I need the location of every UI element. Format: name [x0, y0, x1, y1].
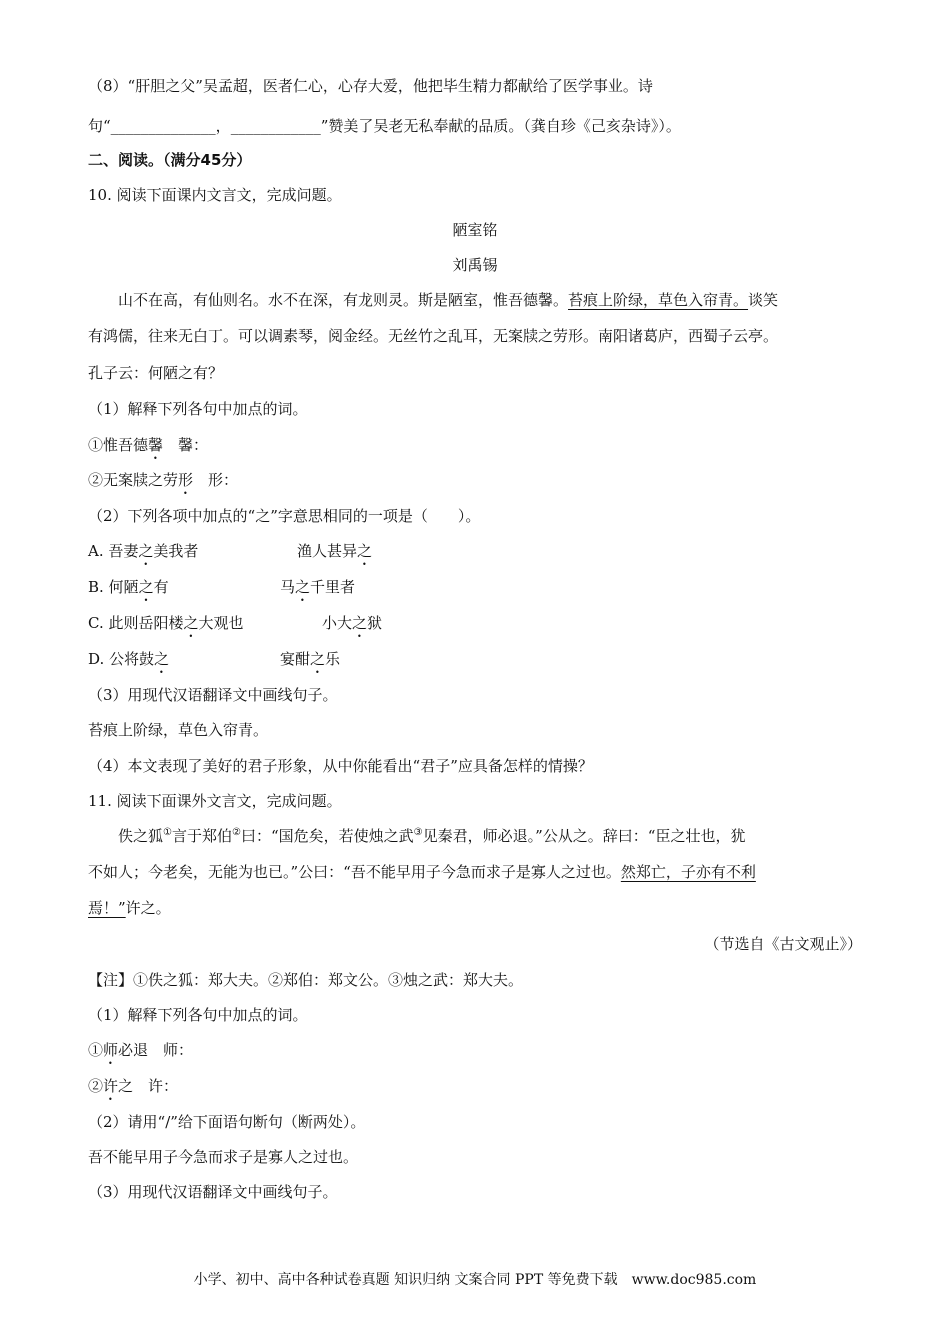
answer-blank-2[interactable]: ____________	[230, 117, 321, 135]
section-title-reading: 二、阅读。（满分45分）	[88, 151, 252, 169]
q10-sub4: （4）本文表现了美好的君子形象，从中你能看出“君子”应具备怎样的情操？	[88, 757, 593, 775]
q10-sub1-item1: ①惟吾德馨 馨：	[88, 436, 209, 454]
q11-intro: 11. 阅读下面课外文言文，完成问题。	[88, 792, 342, 810]
option-b-compare: 马之千里者	[280, 578, 356, 596]
option-c[interactable]: C. 此则岳阳楼之大观也	[88, 614, 244, 632]
q8-line1: （8）“肝胆之父”吴孟超，医者仁心，心存大爱，他把毕生精力都献给了医学事业。诗	[88, 77, 653, 95]
q11-sub1-item2: ②许之 许：	[88, 1077, 179, 1095]
option-a[interactable]: A. 吾妻之美我者	[88, 542, 199, 560]
q11-passage-line-3: 焉！”许之。	[88, 899, 171, 917]
passage-line-2: 有鸿儒，往来无白丁。可以调素琴，阅金经。无丝竹之乱耳，无案牍之劳形。南阳诸葛庐，西蜀子云亭。	[88, 327, 779, 345]
q11-passage-line-2: 不如人；今老矣，无能为也已。”公曰：“吾不能早用子今急而求子是寡人之过也。然郑亡，子亦有不利	[88, 863, 756, 881]
footnote-ref-3: ③	[413, 827, 423, 838]
passage-line-1: 山不在高，有仙则名。水不在深，有龙则灵。斯是陋室，惟吾德馨。苔痕上阶绿，草色入帘青。谈笑	[118, 291, 779, 309]
option-d-compare: 宴酣之乐	[280, 650, 341, 668]
passage-line-3: 孔子云：何陋之有？	[88, 364, 224, 382]
q11-sub1-item1: ①师必退 师：	[88, 1041, 194, 1059]
option-b[interactable]: B. 何陋之有	[88, 578, 169, 596]
q11-note: 【注】①佚之狐：郑大夫。②郑伯：郑文公。③烛之武：郑大夫。	[88, 971, 524, 989]
q10-sub1-item2: ②无案牍之劳形 形：	[88, 471, 239, 489]
passage-author: 刘禹锡	[452, 256, 498, 274]
q11-sub3: （3）用现代汉语翻译文中画线句子。	[88, 1183, 338, 1201]
option-c-compare: 小大之狱	[322, 614, 383, 632]
q10-sub3-text: 苔痕上阶绿，草色入帘青。	[88, 721, 269, 739]
q11-sub1: （1）解释下列各句中加点的词。	[88, 1006, 308, 1024]
q11-sub2: （2）请用“/”给下面语句断句（断两处）。	[88, 1113, 366, 1131]
answer-blank-1[interactable]: ______________	[110, 117, 216, 135]
option-d[interactable]: D. 公将鼓之	[88, 650, 170, 668]
q11-passage-line-1: 佚之狐①言于郑伯②曰：“国危矣，若使烛之武③见秦君，师必退。”公从之。辞曰：“臣之壮也，犹	[118, 827, 746, 845]
underlined-sentence-part1: 然郑亡，子亦有不利	[620, 863, 756, 881]
page-footer: 小学、初中、高中各种试卷真题 知识归纳 文案合同 PPT 等免费下载 www.doc985.com	[193, 1272, 757, 1288]
q8-line2: 句“______________，____________”赞美了吴老无私奉献的品质。（龚自珍《己亥杂诗》）。	[88, 117, 681, 135]
footnote-ref-1: ①	[163, 827, 172, 838]
q10-sub1: （1）解释下列各句中加点的词。	[88, 400, 308, 418]
q10-sub3: （3）用现代汉语翻译文中画线句子。	[88, 686, 338, 704]
q11-sub2-text: 吾不能早用子今急而求子是寡人之过也。	[88, 1148, 359, 1166]
q10-intro: 10. 阅读下面课内文言文，完成问题。	[88, 186, 342, 204]
passage-title: 陋室铭	[452, 221, 498, 239]
option-a-compare: 渔人甚异之	[297, 542, 373, 560]
underlined-sentence-part2: 焉！”	[88, 899, 126, 917]
underlined-sentence: 苔痕上阶绿，草色入帘青。	[568, 291, 749, 309]
footnote-ref-2: ②	[232, 827, 241, 838]
q10-sub2: （2）下列各项中加点的“之”字意思相同的一项是（ ）。	[88, 507, 481, 525]
q11-source: （节选自《古文观止》）	[704, 935, 862, 953]
